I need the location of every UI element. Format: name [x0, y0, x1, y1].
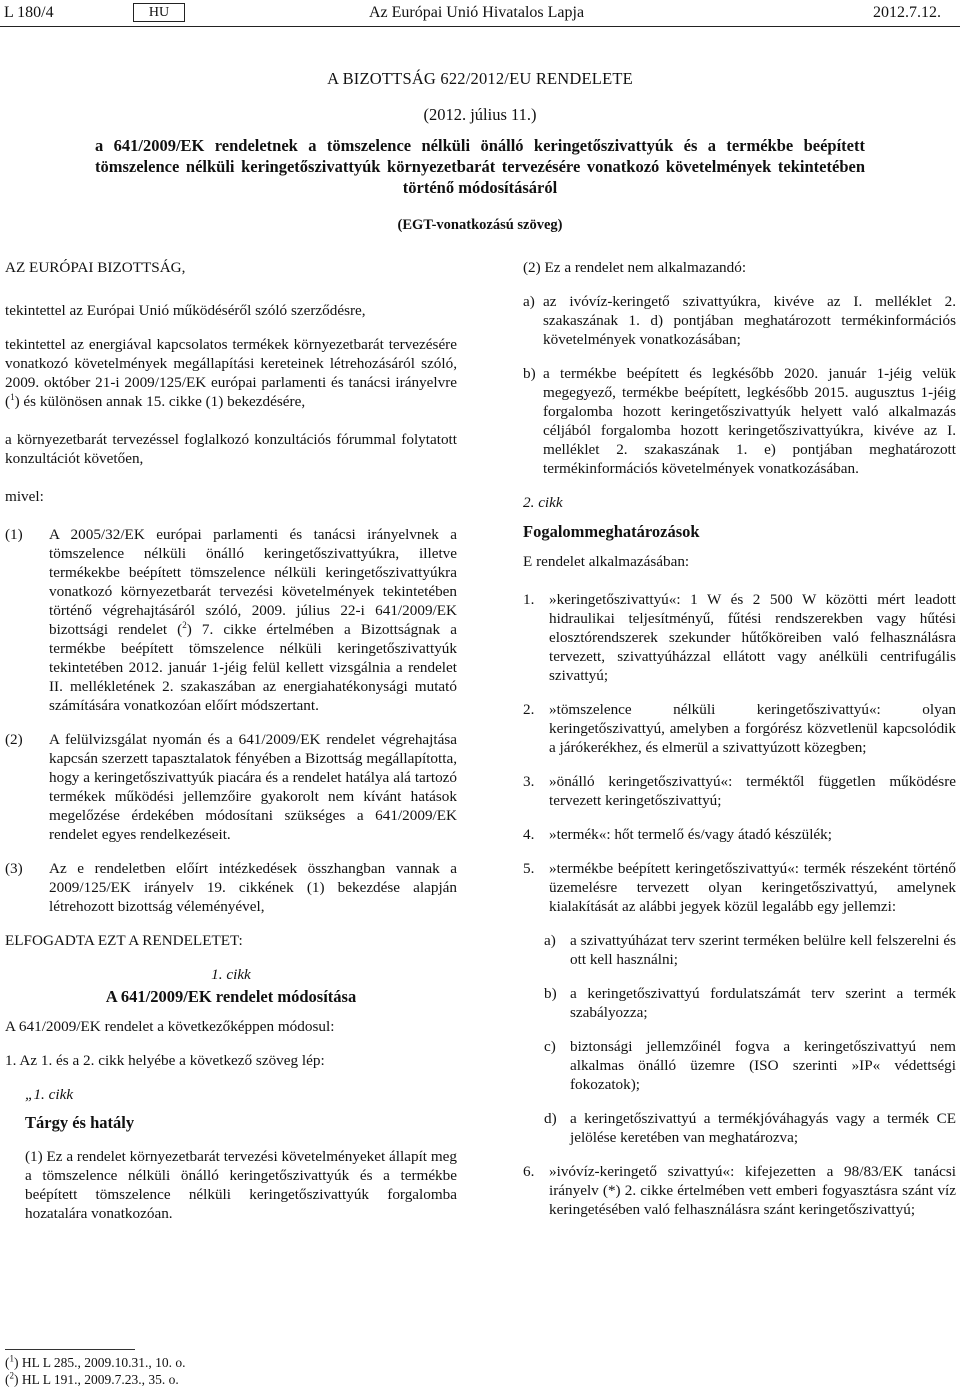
article-1-title: A 641/2009/EK rendelet módosítása: [105, 987, 357, 1006]
journal-name: Az Európai Unió Hivatalos Lapja: [369, 4, 585, 21]
article-2-title: Fogalommeghatározások: [523, 522, 700, 541]
footnote-ref-1[interactable]: 1: [10, 391, 15, 402]
footnotes: [5, 1354, 186, 1388]
definition-2: 2. »tömszelence nélküli keringetőszivattyú«: olyan keringetőszivattyú, amelyben a forgórész közvetlenül kapcsolódik a járókerékhez, és elmerül a szivattyúzott közegben;: [523, 701, 956, 756]
document-title: A BIZOTTSÁG 622/2012/EU RENDELETE: [327, 69, 633, 88]
footnote-1: ($^1$) HL L 285., 2009.10.31., 10. o.: [5, 1353, 186, 1370]
definition-5-b: b) a keringetőszivattyú fordulatszámát terv szerint a termék szabályozza;: [544, 985, 956, 1021]
definition-4: 4. »termék«: hőt termelő és/vagy átadó készülék;: [523, 826, 832, 843]
article-2-number: 2. cikk: [523, 494, 563, 511]
definition-5-d: d) a keringetőszivattyú a termékjóváhagyás vagy a termék CE jelölése keretében van meghatározva;: [544, 1110, 956, 1146]
recital-number: (2): [5, 731, 23, 748]
definition-6: 6. »ivóvíz-keringető szivattyú«: kifejezetten a 98/83/EK tanácsi irányelv (*) 2. cikke értelmében vett emberi fogyasztásra szánt víz keringetésében való felhasználásra szánt keringetőszivattyú;: [523, 1163, 956, 1218]
paragraph-2: (2) Ez a rendelet nem alkalmazandó:: [523, 259, 747, 276]
citation-directive: tekintettel az energiával kapcsolatos termékek környezetbarát tervezésére vonatkozó követelmények megállapítási kereteinek létrehozásáról szóló, 2009. október 21-i 2009/125/EK európai parlamenti és tanácsi irányelvre ($^1$) és különösen annak 15. cikke (1) bekezdésére,: [5, 336, 457, 410]
citation-consultation: a környezetbarát tervezéssel foglalkozó konzultációs fórummal folytatott konzultációt követően,: [5, 431, 457, 467]
recital-3: (3) Az e rendeletben előírt intézkedések összhangban vannak a 2009/125/EK irányelv 19. cikkének (1) bekezdése alapján létrehozott bizottság véleményével,: [5, 860, 457, 915]
language-code-box: HU: [133, 3, 185, 22]
recital-1: (1) A 2005/32/EK európai parlamenti és tanácsi irányelvnek a tömszelence nélküli önálló keringetőszivattyúkra, illetve termékekbe beépített tömszelence nélküli keringetőszivattyúkra vonatkozó környezetbarát tervezési követelmények tekintetében történő végrehajtásáról szóló, 2009. július 22-i 641/2009/EK bizottsági rendelet ($^2$) 7. cikke értelmében a Bizottságnak a termékbe beépített tömszelence nélküli keringetőszivattyúk tekintetében 2012. január 1-jéig felül kellett vizsgálnia a rendelet II. mellékletének 2. szakaszában az energiahatékonysági mutató számítására vonatkozóan előírt módszertant.: [5, 526, 457, 714]
article-1-number: 1. cikk: [211, 966, 251, 983]
definition-5-c: c) biztonsági jellemzőinél fogva a keringetőszivattyú nem alkalmas önálló üzemre (ISO szerinti »IP« védettségi fokozatok);: [544, 1038, 956, 1093]
definition-1: 1. »keringetőszivattyú«: 1 W és 2 500 W közötti mért leadott hidraulikai teljesítményű, fűtési rendszerekben vagy hűtési elosztórendszerek szekunder hűtőköreiben való felhasználásra tervezett, szivattyúházzal ellátott vagy anélküli centrifugális szivattyú;: [523, 591, 956, 684]
citation-treaty: tekintettel az Európai Unió működéséről szóló szerződésre,: [5, 302, 366, 319]
definition-5: 5. »termékbe beépített keringetőszivattyú«: termék részeként történő üzemelésre tervezett olyan keringetőszivattyú, amelynek kialakítását az alábbi jegyek közül legalább egy jellemzi:: [523, 860, 956, 915]
definition-3: 3. »önálló keringetőszivattyú«: terméktől független működésre tervezett keringetőszivattyú;: [523, 773, 956, 809]
recital-number: (3): [5, 860, 23, 877]
amendment-point-1: 1. Az 1. és a 2. cikk helyébe a következő szöveg lép:: [5, 1052, 325, 1069]
recital-2: (2) A felülvizsgálat nyomán és a 641/2009/EK rendelet végrehajtása kapcsán szerzett tapasztalatok fényében a Bizottság megállapította, hogy a keringetőszivattyúk piacára és a rendelet hatálya alá tartozó termékek működési jellemzőire gyakorolt nem kívánt hatások megelőzése érdekében módosítani szükséges a 641/2009/EK rendelet egyes rendelkezéseit.: [5, 731, 457, 843]
page-reference: L 180/4: [4, 4, 54, 21]
adopted-heading: ELFOGADTA EZT A RENDELETET:: [5, 932, 243, 949]
quoted-article-1-title: Tárgy és hatály: [25, 1113, 135, 1132]
whereas-heading: mivel:: [5, 488, 44, 505]
left-column: [5, 258, 457, 1223]
definition-5-a: a) a szivattyúházat terv szerint terméken belülre kell felszerelni és ott kell használni;: [544, 932, 956, 968]
header-rule: [0, 26, 960, 27]
footnote-rule: [5, 1349, 135, 1350]
document-subject: a 641/2009/EK rendeletnek a tömszelence nélküli önálló keringetőszivattyúk és a termékbe beépített tömszelence nélküli keringetőszivattyúk környezetbarát tervezésére vonatkozó követelmények tekintetében történő módosításáról: [95, 136, 865, 197]
quoted-article-1-number: „1. cikk: [25, 1086, 74, 1103]
footnote-ref-2[interactable]: 2: [182, 619, 187, 630]
commission-heading: AZ EURÓPAI BIZOTTSÁG,: [5, 259, 186, 276]
eea-relevance: (EGT-vonatkozású szöveg): [397, 217, 563, 233]
quoted-paragraph-1: (1) Ez a rendelet környezetbarát tervezési követelményeket állapít meg a tömszelence nélküli önálló keringetőszivattyúk és a termékbe beépített tömszelence nélküli keringetőszivattyúk forgalomba hozatalára vonatkozóan.: [25, 1148, 457, 1222]
footnote-2: ($^2$) HL L 191., 2009.7.23., 35. o.: [5, 1370, 179, 1387]
document-date: (2012. július 11.): [423, 105, 537, 124]
publication-date: 2012.7.12.: [873, 4, 941, 21]
title-block: [95, 68, 865, 235]
exclusion-b: b) a termékbe beépített és legkésőbb 2020. január 1-jéig velük megegyező, termékbe beépített, legkésőbb 2015. augusztus 1-jéig forgalomba hozott keringetőszivattyúk helyett való alkalmazás céljából forgalomba hozott keringetőszivattyúkra, kivéve az I. melléklet 2. szakaszának 1. e) pontjában meghatározott termékinformációs követelmények vonatkozásában.: [523, 365, 956, 477]
page-header: [0, 3, 960, 25]
exclusion-a: a) az ivóvíz-keringető szivattyúkra, kivéve az I. melléklet 2. szakaszának 1. d) pontjában meghatározott termékinformációs követelmények vonatkozásában;: [523, 293, 956, 348]
recital-number: (1): [5, 526, 23, 543]
definitions-intro: E rendelet alkalmazásában:: [523, 553, 690, 570]
amendment-intro: A 641/2009/EK rendelet a következőképpen módosul:: [5, 1018, 335, 1035]
right-column: [523, 258, 956, 1219]
